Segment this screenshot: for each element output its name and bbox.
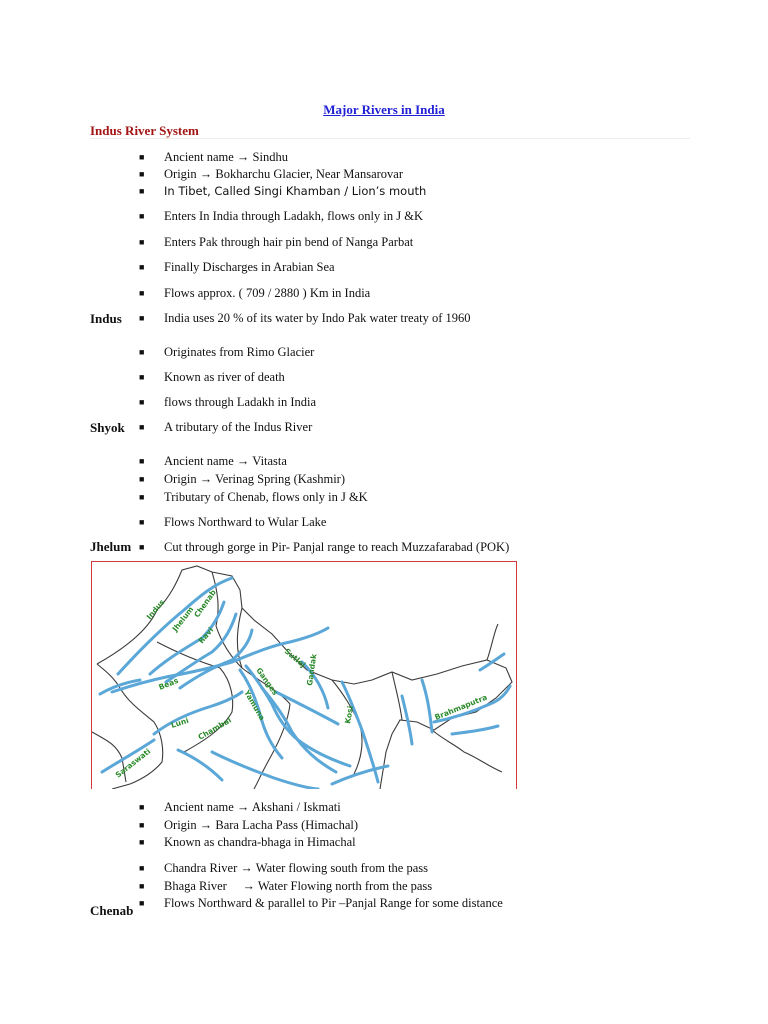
river-map-svg — [92, 562, 516, 789]
bullet-icon: ■ — [139, 347, 145, 357]
list-item: Origin → Bara Lacha Pass (Himachal) — [164, 818, 359, 832]
bullet-icon: ■ — [139, 820, 145, 830]
map-label: Kosi — [343, 705, 356, 725]
bullet-icon: ■ — [139, 288, 145, 298]
bullet-icon: ■ — [139, 262, 145, 272]
bullet-icon: ■ — [139, 211, 145, 221]
bullet-icon: ■ — [139, 863, 145, 873]
bullet-icon: ■ — [139, 186, 145, 196]
river-label-shyok: Shyok — [90, 420, 125, 435]
list-item: Enters Pak through hair pin bend of Nanga Parbat — [164, 235, 414, 249]
map-label: Brahmaputra — [433, 692, 489, 722]
map-label: Sutlej — [282, 646, 308, 670]
list-item: Enters In India through Ladakh, flows only in J &K — [164, 209, 423, 223]
bullet-icon: ■ — [139, 397, 145, 407]
map-label: Yamuna — [242, 688, 267, 722]
bullet-icon: ■ — [139, 422, 145, 432]
map-label: Jhelum — [170, 604, 196, 634]
map-label: Beas — [157, 675, 180, 692]
map-label: Luni — [169, 715, 190, 730]
list-item: Originates from Rimo Glacier — [164, 345, 315, 359]
list-item: Finally Discharges in Arabian Sea — [164, 260, 335, 274]
map-outline — [92, 566, 512, 789]
bullet-icon: ■ — [139, 474, 145, 484]
map-label: Saraswati — [113, 746, 153, 780]
list-item: In Tibet, Called Singi Khamban / Lion’s mouth — [164, 184, 427, 198]
map-label: Ravi — [196, 625, 216, 646]
map-label: Ganges — [254, 665, 280, 697]
bullet-icon: ■ — [139, 372, 145, 382]
bullet-icon: ■ — [139, 492, 145, 502]
list-item: Flows Northward to Wular Lake — [164, 515, 327, 529]
list-item: Known as chandra-bhaga in Himachal — [164, 835, 356, 849]
river-label-chenab: Chenab — [90, 903, 134, 918]
bullet-icon: ■ — [139, 517, 145, 527]
map-label: Indus — [144, 597, 167, 622]
bullet-icon: ■ — [139, 313, 145, 323]
list-item: A tributary of the Indus River — [164, 420, 313, 434]
list-item: India uses 20 % of its water by Indo Pak water treaty of 1960 — [164, 311, 471, 325]
bullet-icon: ■ — [139, 837, 145, 847]
list-item: Chandra River → Water flowing south from the pass — [164, 861, 428, 875]
page-title[interactable]: Major Rivers in India — [323, 102, 445, 117]
list-item: Ancient name → Vitasta — [164, 454, 287, 468]
bullet-icon: ■ — [139, 898, 145, 908]
map-label: Chambal — [196, 715, 233, 742]
map-labels — [114, 588, 489, 780]
bullet-icon: ■ — [139, 542, 145, 552]
list-item: Cut through gorge in Pir- Panjal range to reach Muzzafarabad (POK) — [164, 540, 510, 554]
bullet-icon: ■ — [139, 237, 145, 247]
bullet-icon: ■ — [139, 881, 145, 891]
river-label-jhelum: Jhelum — [90, 539, 132, 554]
bullet-icon: ■ — [139, 152, 145, 162]
bullet-icon: ■ — [139, 169, 145, 179]
map-label: Chenab — [192, 588, 218, 620]
list-item: Origin → Verinag Spring (Kashmir) — [164, 472, 345, 486]
list-item: flows through Ladakh in India — [164, 395, 317, 409]
list-item: Tributary of Chenab, flows only in J &K — [164, 490, 368, 504]
list-item: Origin → Bokharchu Glacier, Near Mansarovar — [164, 167, 403, 181]
list-item: Flows approx. ( 709 / 2880 ) Km in India — [164, 286, 371, 300]
bullet-icon: ■ — [139, 456, 145, 466]
list-item: Known as river of death — [164, 370, 285, 384]
list-item: Flows Northward & parallel to Pir –Panjal Range for some distance — [164, 896, 503, 910]
river-map — [91, 561, 517, 789]
list-item: Bhaga River → Water Flowing north from the pass — [164, 879, 433, 893]
section-heading: Indus River System — [90, 123, 199, 138]
divider — [90, 138, 690, 139]
bullet-icon: ■ — [139, 802, 145, 812]
river-label-indus: Indus — [90, 311, 122, 326]
list-item: Ancient name → Sindhu — [164, 150, 288, 164]
list-item: Ancient name → Akshani / Iskmati — [164, 800, 341, 814]
map-label: Gandak — [305, 653, 319, 687]
